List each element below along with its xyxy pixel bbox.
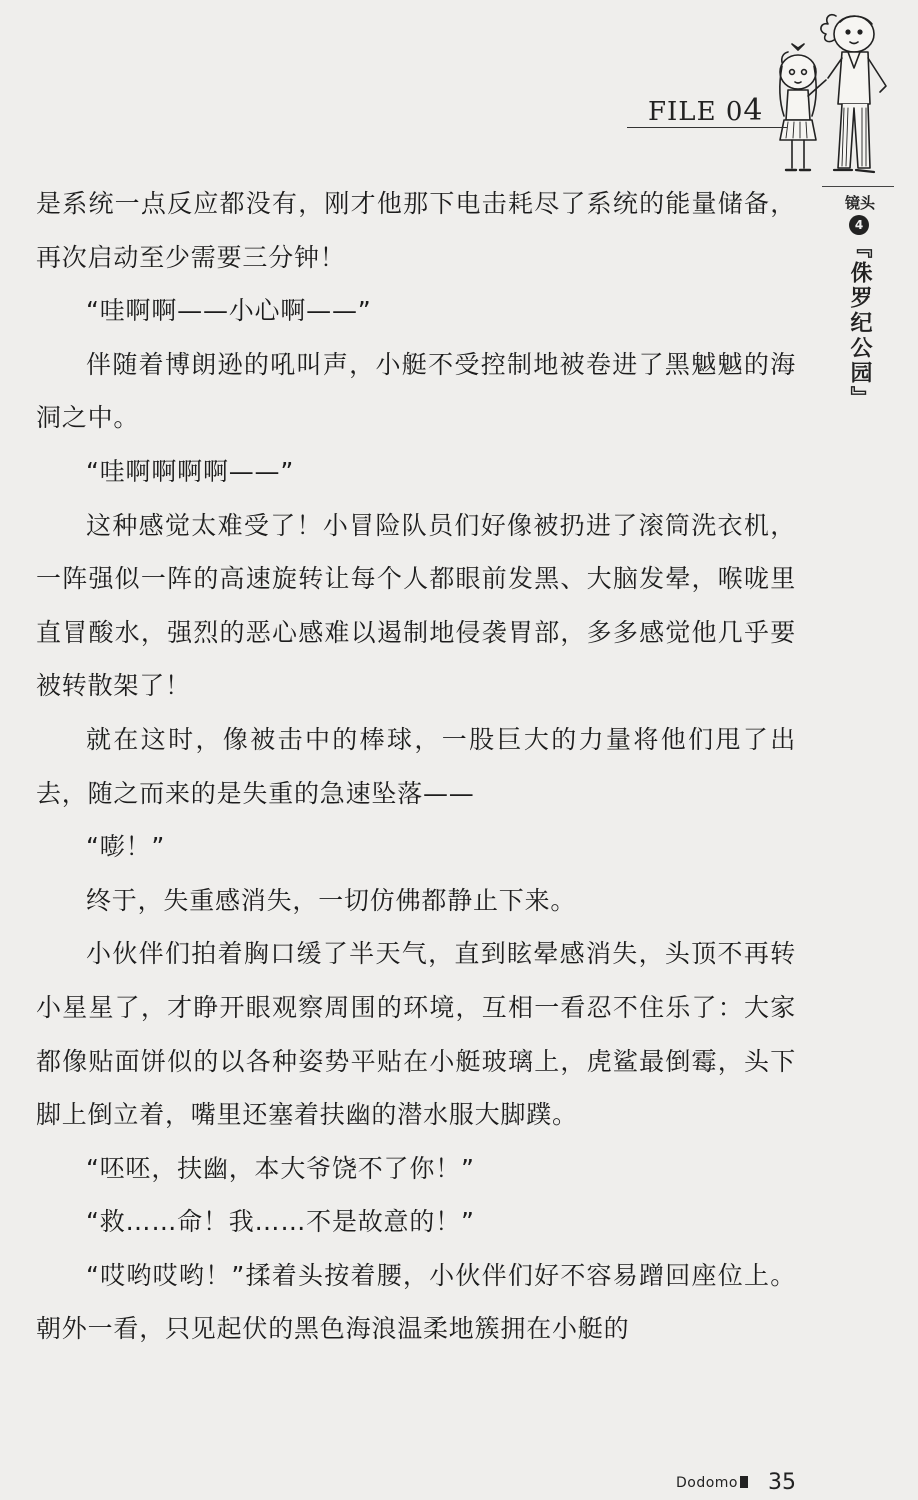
- sidebar-badge: 4: [849, 215, 869, 235]
- paragraph: “呸呸，扶幽，本大爷饶不了你！”: [86, 1153, 475, 1183]
- paragraph: “哎哟哎哟！”揉着头按着腰，小伙伴们好不容易蹭回座位上。朝外一看，只见起伏的黑色海浪温柔地簇拥在小艇的: [36, 1260, 796, 1344]
- sidebar-label: 镜头: [844, 194, 875, 212]
- footer-brand-text: Dodomo: [676, 1475, 739, 1491]
- file-title: [648, 93, 764, 128]
- cartoon-characters-illustration: [758, 8, 908, 188]
- paragraph: 伴随着博朗逊的吼叫声，小艇不受控制地被卷进了黑魆魆的海洞之中。: [36, 349, 796, 433]
- paragraph: 就在这时，像被击中的棒球，一股巨大的力量将他们甩了出去，随之而来的是失重的急速坠落——: [36, 724, 796, 808]
- sidebar-chapter-title: 『侏罗纪公园』: [847, 236, 873, 411]
- paragraph: “哇啊啊——小心啊——”: [86, 296, 372, 326]
- file-title-number: 4: [743, 93, 764, 128]
- file-title-label: FILE 0: [648, 97, 744, 127]
- paragraph: 是系统一点反应都没有，刚才他那下电击耗尽了系统的能量储备，再次启动至少需要三分钟！: [36, 189, 796, 272]
- page-number: 35: [768, 1470, 796, 1495]
- paragraph: “哇啊啊啊啊——”: [86, 456, 295, 486]
- paragraph: “救……命！我……不是故意的！”: [86, 1207, 475, 1237]
- brand-mark-icon: [740, 1476, 748, 1488]
- body-text: [36, 177, 796, 1356]
- footer-brand: [676, 1475, 748, 1491]
- paragraph: 终于，失重感消失，一切仿佛都静止下来。: [86, 885, 577, 915]
- header-rule: [627, 127, 787, 128]
- sidebar-rule: [822, 186, 894, 187]
- paragraph: “嘭！”: [86, 832, 166, 862]
- paragraph: 小伙伴们拍着胸口缓了半天气，直到眩晕感消失，头顶不再转小星星了，才睁开眼观察周围的环境，互相一看忍不住乐了：大家都像贴面饼似的以各种姿势平贴在小艇玻璃上，虎鲨最倒霉，头下脚上倒立着，嘴里还塞着扶幽的潜水服大脚蹼。: [36, 939, 796, 1130]
- paragraph: 这种感觉太难受了！小冒险队员们好像被扔进了滚筒洗衣机，一阵强似一阵的高速旋转让每个人都眼前发黑、大脑发晕，喉咙里直冒酸水，强烈的恶心感难以遏制地侵袭胃部，多多感觉他几乎要被转散架了！: [36, 510, 796, 701]
